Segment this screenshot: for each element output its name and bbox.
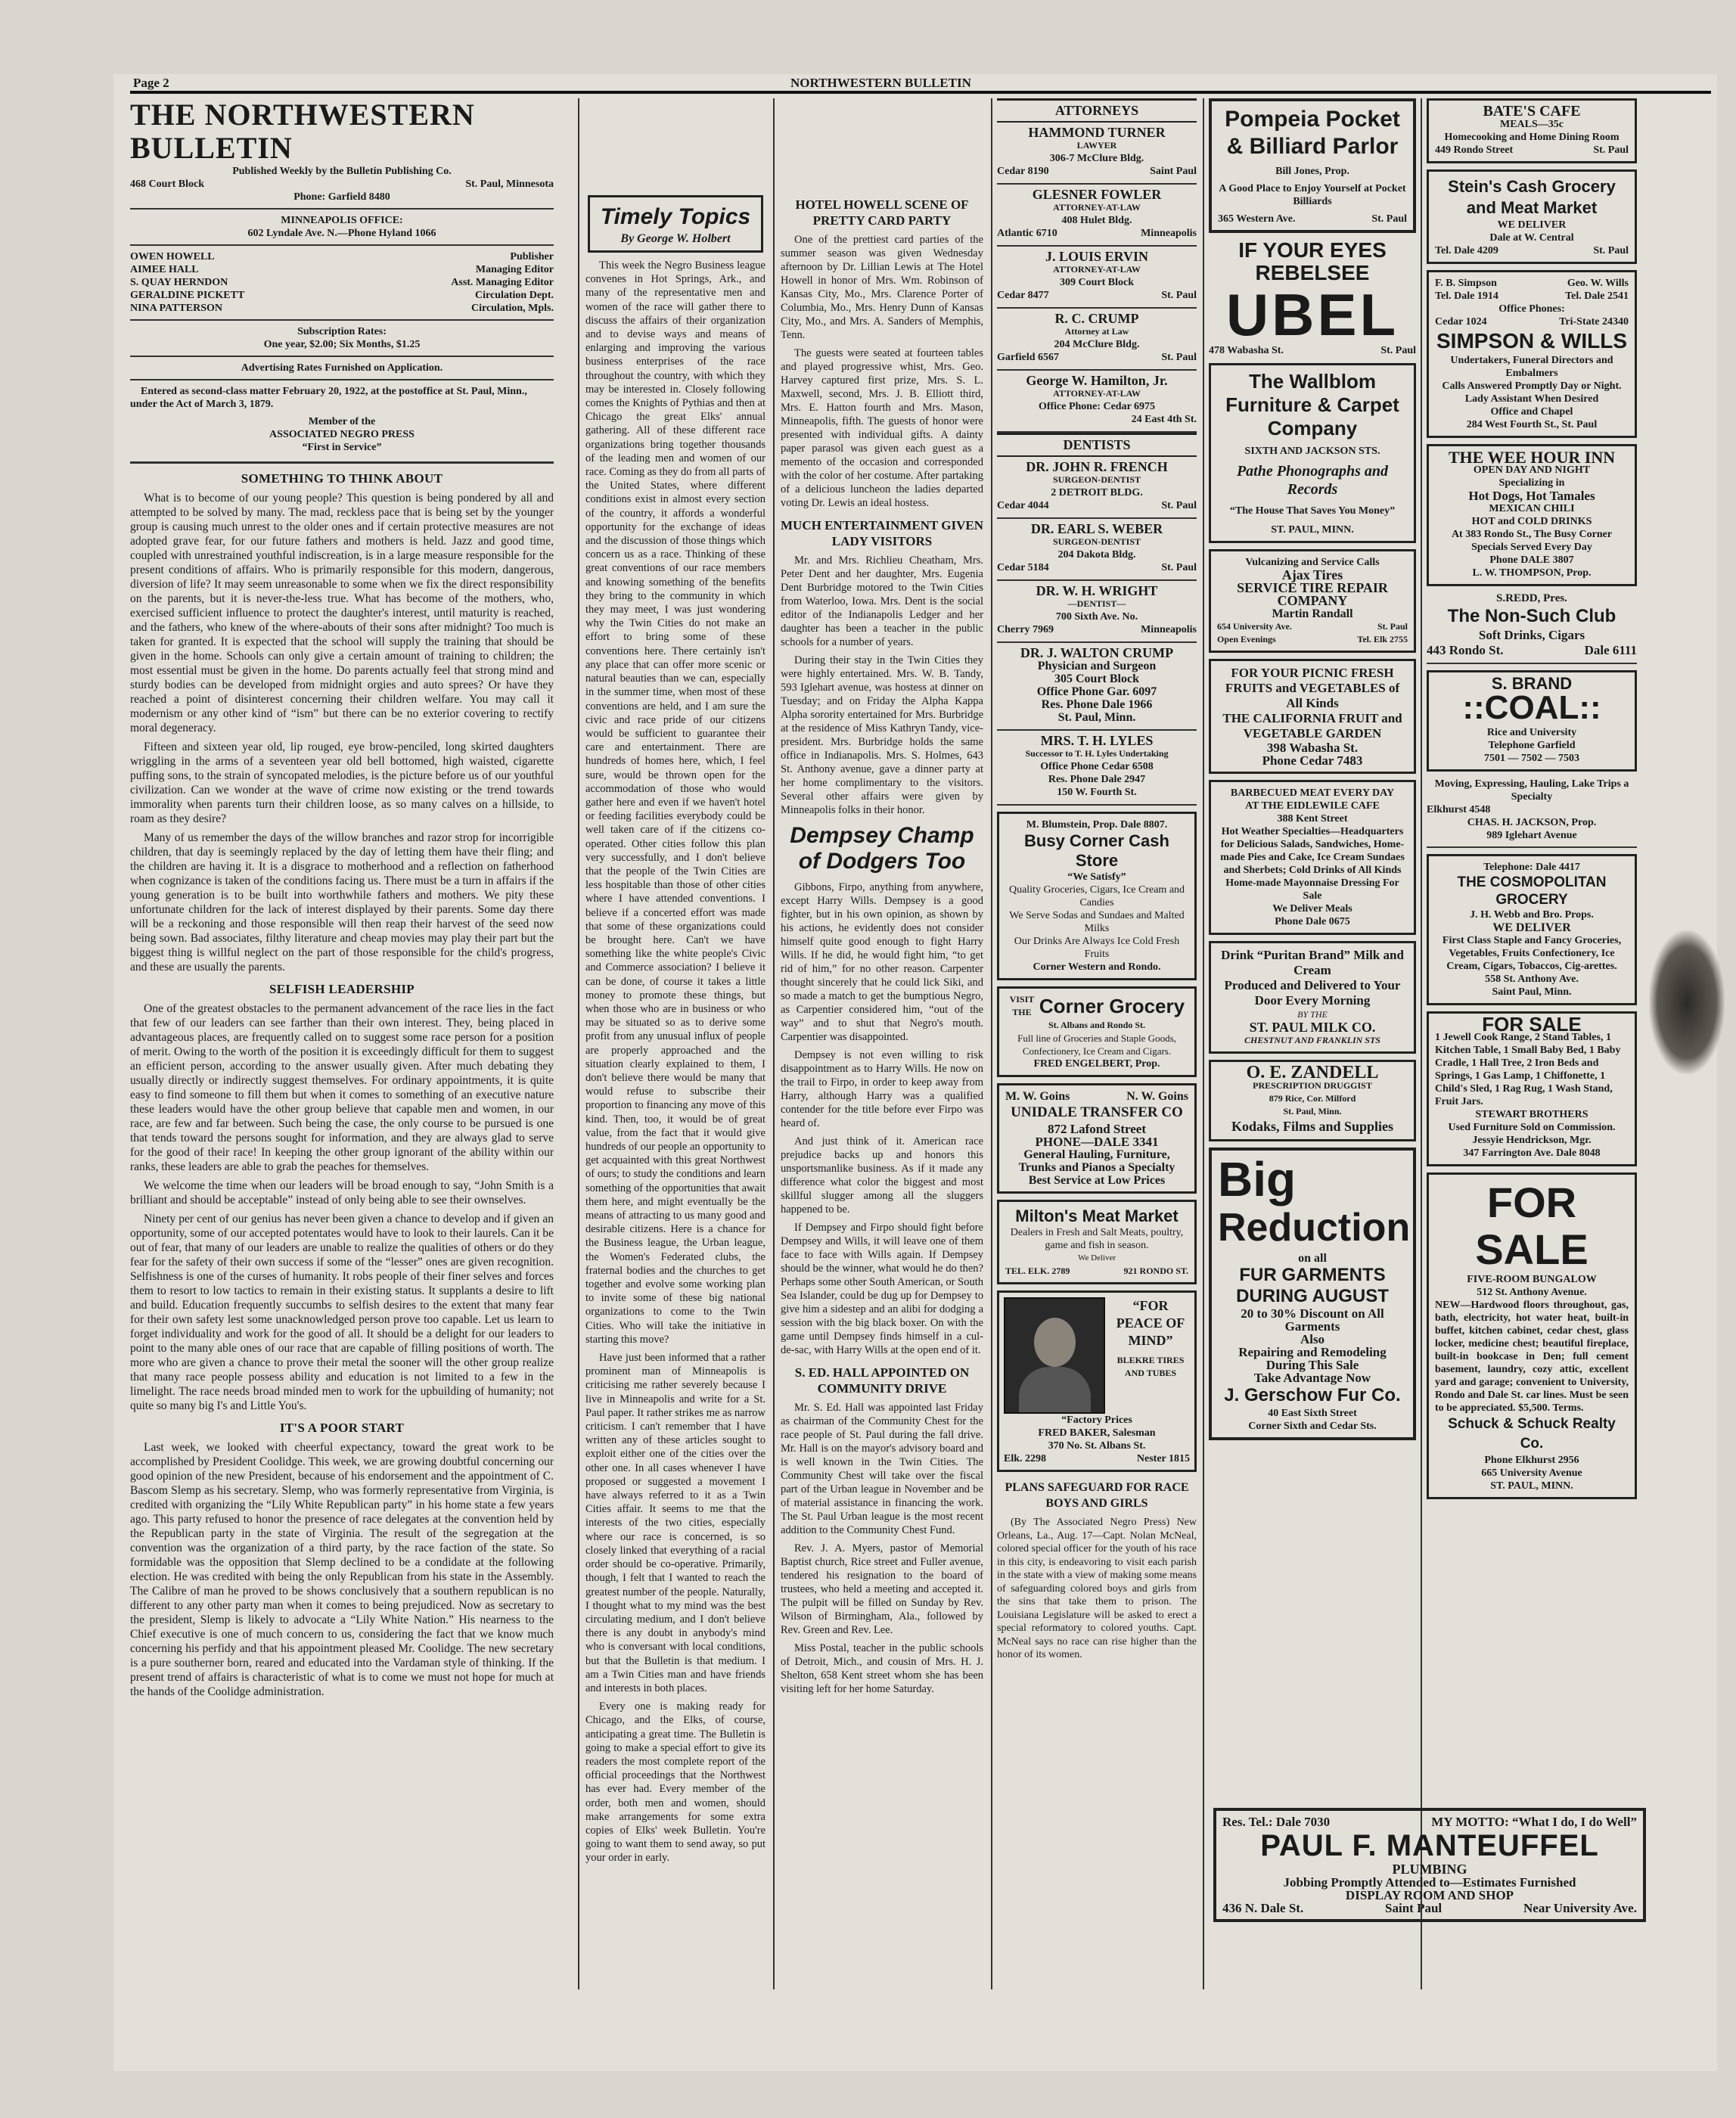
directory-column [997, 98, 1197, 2005]
column-rule [1421, 98, 1422, 1989]
card-city: Saint Paul [1150, 166, 1197, 177]
staff-name: OWEN HOWELL [130, 251, 215, 262]
card-city: St. Paul [1161, 562, 1197, 573]
staff-role: Publisher [510, 251, 554, 262]
editorial-paragraph: Last week, we looked with cheerful expectancy, toward the great work to be accomplished by President Coolidge. This week, we are growing doubtful concerning our good opinion of the new President, because of his endorsement and the appointment of C. Bascom Slemp as his secretary. Slemp, who was formerly representative from Virginia, is credited with organizing the “Lily White Republican party” in his home state a few years ago. This party refused to honor the presence of race delegates at the convention held by the Republican party in the state of Virginia. The result of the segregation at the convention was the organization of a third party, by the race faction of the state. So formidable was the opposition that Slemp declined to be a condidate at the following election. He was credited with being the only Republican from his state in the Assembly. The Calibre of man he proved to be shows conclusively that a southern republican is no different to any other party man when it comes to being prejudiced. Now as secretary to the president, Slemp is likely to advocate a “Lily White Nation.” His nearness to the Chief executive is one of much concern to us, considering the fact that we know much concerning his perfidy and that his appointment pleased Mr. Coolidge. The new secretary is a pure southerner born, reared and educated into the Vardaman style of thinking. If the present trend of affairs is characteristic of what is to come we must not hope for much at the hands of the Coolidge administration. [130, 1441, 554, 1698]
card-name: DR. W. H. WRIGHT [1036, 583, 1158, 598]
card-address: Office Phone: Cedar 6975 [1038, 401, 1156, 412]
wee-hour-inn-ad: THE WEE HOUR INN OPEN DAY AND NIGHT Specializing in Hot Dogs, Hot Tamales MEXICAN CHILI HOT and COLD DRINKS At 383 Rondo St., The Busy Corner Specials Served Every Day Phone DALE 3807 L. W. THOMPSON, Prop. [1427, 444, 1637, 586]
staff-name: AIMEE HALL [130, 264, 199, 275]
gerschow-fur-ad: Big Reduction on all FUR GARMENTS DURING AUGUST 20 to 30% Discount on All Garments Also Repairing and Remodeling During This Sale Take Advantage Now J. Gerschow Fur Co. 40 East Sixth Street Corner Sixth and Cedar Sts. [1209, 1148, 1416, 1440]
staff-list [130, 250, 554, 315]
headline-dempsey: Dempsey Champ of Dodgers Too [790, 823, 974, 874]
headline-lady-visitors: MUCH ENTERTAINMENT GIVEN LADY VISITORS [781, 518, 983, 548]
member-line-3: “First in Service” [302, 442, 382, 453]
card-title: LAWYER [1076, 140, 1117, 151]
california-fruit-ad: FOR YOUR PICNIC FRESH FRUITS and VEGETABLES of All Kinds THE CALIFORNIA FRUIT and VEGETABLE GARDEN 398 Wabasha St. Phone Cedar 7483 [1209, 659, 1416, 774]
editorial-title-1: SOMETHING TO THINK ABOUT [241, 471, 443, 486]
card-name: HAMMOND TURNER [1028, 125, 1166, 140]
non-such-club-ad: S.REDD, Pres. The Non-Such Club Soft Drinks, Cigars 443 Rondo St. Dale 6111 [1427, 592, 1637, 664]
salesman-photo [1004, 1297, 1105, 1414]
card-phone: Cedar 5184 [997, 562, 1049, 573]
news-paragraph: Rev. J. A. Myers, pastor of Memorial Baptist church, Rice street and Fuller avenue, tendered his resignation to the board of trustees, who held a meeting and accepted it. The pulpit will be filled on Sunday by Rev. Wilson of Birmingham, Ala., followed by Rev. Green and Rev. Lee. [781, 1542, 983, 1636]
column-rule [578, 98, 579, 1989]
card-name: DR. EARL S. WEBER [1030, 521, 1163, 536]
timely-topics-title: Timely Topics [600, 204, 751, 229]
coal-ad: S. BRAND ::COAL:: Rice and University Telephone Garfield 7501 — 7502 — 7503 [1427, 670, 1637, 772]
staff-role: Managing Editor [475, 264, 554, 275]
masthead-phone: Phone: Garfield 8480 [293, 191, 390, 203]
column-rule [1203, 98, 1204, 1989]
staff-role: Circulation Dept. [475, 290, 554, 301]
directory-card [997, 309, 1197, 371]
card-phone: Cedar 8190 [997, 166, 1049, 177]
staff-row [130, 250, 554, 263]
editorial-paragraph: Ninety per cent of our genius has never been given a chance to develop and if given an opportunity, some of our accepted potentates would have to look to their laurels. Can it be out of fear, that many of our leaders are unable to realize the qualities of others or do they fear for the safety of their own success if some of the “lesser” ones are given recognition. Selfishness is one of the curses of humanity. It robs people of their finer selves and forces them to resort to low tactics to remain in their existing status. It supplants a desire to lift and build. Education frequently succumbs to selfish desires to the extent that many fear for their own safety lest some unacknowledged person prove too capable. Let us learn to forget individuality and work for the good of all. It should be a delight for our leaders to point to the many able ones of our race that are capable of filling positions of worth. The more who are given a chance to prove their metal the sooner will the other group realize that many race people possess ability and education is not limited to a few in the limelight. The race needs broad minded men to work for the upbuilding of humanity; not quite so many big I's and Little You's. [130, 1213, 554, 1412]
card-phone: Atlantic 6710 [997, 228, 1057, 239]
barbecue-cafe-ad: BARBECUED MEAT EVERY DAY AT THE EIDLEWILE CAFE 388 Kent Street Hot Weather Specialties—Headquarters for Delicious Salads, Sandwiches, Home-made Pies and Cake, Ice Cream Sundaes and Sherbets; Cold Drinks of All Kinds Home-made Mayonnaise Dressing For Sale We Deliver Meals Phone Dale 0675 [1209, 780, 1416, 935]
card-city: St. Paul [1161, 290, 1197, 301]
card-address: 700 Sixth Ave. No. [1055, 611, 1138, 623]
zandell-druggist-ad: O. E. ZANDELL PRESCRIPTION DRUGGIST 879 Rice, Cor. Milford St. Paul, Minn. Kodaks, Films and Supplies [1209, 1060, 1416, 1141]
news-paragraph: Miss Postal, teacher in the public schools of Detroit, Mich., and cousin of Mrs. H. J. Shelton, 658 Kent street whom she has been visiting left for her home Saturday. [781, 1642, 983, 1695]
timely-topics-header [588, 195, 763, 253]
wallblom-furniture-ad: The Wallblom Furniture & Carpet Company SIXTH AND JACKSON STS. Pathe Phonographs and Records “The House That Saves You Money” ST. PAUL, MINN. [1209, 363, 1416, 543]
card-title: —DENTIST— [1067, 598, 1126, 609]
bates-cafe-ad: BATE'S CAFE MEALS—35c Homecooking and Home Dining Room 449 Rondo Street St. Paul [1427, 98, 1637, 163]
simpson-wills-ad: F. B. Simpson Geo. W. Wills Tel. Dale 1914 Tel. Dale 2541 Office Phones: Cedar 1024 Tri-State 24340 SIMPSON & WILLS Undertakers, Funeral Directors and Embalmers Calls Answered Promptly Day or Night. Lady Assistant When Desired Office and Chapel 284 West Fourth St., St. Paul [1427, 270, 1637, 438]
editorial-title-2: SELFISH LEADERSHIP [269, 982, 415, 996]
stein-grocery-ad: Stein's Cash Grocery and Meat Market WE DELIVER Dale at W. Central Tel. Dale 4209 St. Paul [1427, 169, 1637, 264]
card-address: 204 McClure Bldg. [1054, 339, 1140, 350]
news-paragraph: Mr. S. Ed. Hall was appointed last Friday as chairman of the Community Chest for the race people of St. Paul during the fall drive. Mr. Hall is on the mayor's advisory board and is well known in the Twin Cities. The Community Chest will take over the fiscal part of the Urban league in November and be of material assistance in financing the work. The St. Paul Urban league is the most recent addition to the Community Chest Fund. [781, 1402, 983, 1536]
member-line-2: ASSOCIATED NEGRO PRESS [269, 429, 415, 440]
news-paragraph: (By The Associated Negro Press) New Orleans, La., Aug. 17—Capt. Nolan McNeal, colored special officer for the youth of his race in this city, is endeavoring to visit each parish in the state with a view of making some means of safeguarding colored boys and girls from the sins that take them to prison. The Louisiana Legislature will be asked to erect a special reformatory to colored youths. Capt. McNeal says no race can rise higher than the honor of its women. [997, 1517, 1197, 1660]
timely-topics-column [585, 189, 766, 2095]
card-title: ATTORNEY-AT-LAW [1053, 202, 1141, 213]
attorneys-label: ATTORNEYS [997, 98, 1197, 123]
manteuffel-plumbing-ad: Res. Tel.: Dale 7030 MY MOTTO: “What I do, I do Well” PAUL F. MANTEUFFEL PLUMBING Jobbing Promptly Attended to—Estimates Furnished DISPLAY ROOM AND SHOP 436 N. Dale St. Saint Paul Near University Ave. [1213, 1808, 1646, 1922]
card-name: George W. Hamilton, Jr. [1026, 373, 1168, 388]
timely-topics-author: By George W. Holbert [620, 232, 731, 245]
top-rule [130, 91, 1711, 94]
ajax-tires-ad: Vulcanizing and Service Calls Ajax Tires SERVICE TIRE REPAIR COMPANY Martin Randall 654 University Ave. St. Paul Open Evenings Tel. Elk 2755 [1209, 549, 1416, 653]
editorial-paragraph: Many of us remember the days of the willow branches and razor strop for incorrigible children, that day is seemingly replaced by the day of letting them have their fling; and the children are having it. It is a disgrace to motherhood and a reflection on fatherhood when cognizance is taken of the conditions facing us. There must be a turn in affairs if the young generation is to be built into worthwhile fathers and mothers. We pity these unfortunate children for the lack of interest displayed by their parents. Some day there will be a reckoning and those responsible will then reap their harvest of the seed now being sown. Bad associates, filthy literature and cheap movies may play their part but the biggest thing is willful neglect on the part of those responsible for the child's progress, and these are usually the parents. [130, 831, 554, 974]
busy-corner-ad: M. Blumstein, Prop. Dale 8807. Busy Corner Cash Store “We Satisfy” Quality Groceries, Cigars, Ice Cream and Candies We Serve Sodas and Sundaes and Malted Milks Our Drinks Are Always Ice Cold Fresh Fruits Corner Western and Rondo. [997, 812, 1197, 980]
card-name: DR. JOHN R. FRENCH [1026, 459, 1168, 474]
card-city: St. Paul [1161, 500, 1197, 511]
for-sale-bungalow-ad: FOR SALE FIVE-ROOM BUNGALOW 512 St. Anthony Avenue. NEW—Hardwood floors throughout, gas, bath, electricity, hot water heat, built-in buffet, kitchen cabinet, cedar chest, glass locker, medicine chest; beautiful fireplace, built-in bookcase in Den; full cement basement, laundry, cozy attic, excellent yard and garage; convenient to University, Rondo and Dale St. car lines. Must be seen to be appreciated. $5,500. Terms. Schuck & Schuck Realty Co. Phone Elkhurst 2956 665 University Avenue ST. PAUL, MINN. [1427, 1172, 1637, 1499]
card-phone: Garfield 6567 [997, 352, 1060, 363]
directory-card [997, 581, 1197, 643]
news-paragraph: The guests were seated at fourteen tables and played progressive whist, Mrs. Geo. Harvey captured first prize, Mrs. S. L. Maxwell, second, Mrs. J. B. Elliott third, Mrs. E. Hatton fourth and Mrs. Mason, Minneapolis, fifth. The guests of honor were presented with individual gifts. A dainty paper parasol was given each guest as a memento of the occasion and corresponded with the color of her costume. After partaking of a delicious luncheon the ladies departed voting Dr. Lewis an ideal hostess. [781, 347, 983, 509]
card-name: R. C. CRUMP [1054, 311, 1139, 326]
staff-name: S. QUAY HERNDON [130, 277, 228, 288]
headline-card-party: HOTEL HOWELL SCENE OF PRETTY CARD PARTY [795, 197, 969, 228]
card-address: 309 Court Block [1060, 277, 1134, 288]
staff-name: GERALDINE PICKETT [130, 290, 245, 301]
unidale-transfer-ad: M. W. Goins N. W. Goins UNIDALE TRANSFER CO 872 Lafond Street PHONE—DALE 3341 General Hauling, Furniture, Trunks and Pianos a Specialty Best Service at Low Prices [997, 1083, 1197, 1194]
card-phone: Cedar 8477 [997, 290, 1049, 301]
card-phone: Cherry 7969 [997, 624, 1054, 635]
editorial-title-3: IT'S A POOR START [279, 1421, 405, 1435]
staff-row [130, 289, 554, 302]
staff-name: NINA PATTERSON [130, 303, 223, 314]
card-title: SURGEON-DENTIST [1052, 536, 1141, 547]
column-rule [991, 98, 992, 1989]
editorial-paragraph: We welcome the time when our leaders will be broad enough to say, “John Smith is a brilliant and should be acceptable” instead of only being able to see their ownselves. [130, 1179, 554, 1207]
card-title: Attorney at Law [1064, 326, 1129, 337]
directory-card [997, 123, 1197, 185]
directory-card [997, 457, 1197, 519]
news-paragraph: If Dempsey and Firpo should fight before Dempsey and Wills, it will leave one of them face to face with Wills again. If Dempsey should be the winner, what would he do then? Perhaps some other South American, or South Sea Islander, could be dug up for Dempsey to give him a sidestep and an alibi for dodging a session with the big black boxer. On with the game until Dempsey finds himself in a cul-de-sac, with Harry Wills at the open end of it. [781, 1222, 983, 1356]
staff-role: Circulation, Mpls. [470, 303, 554, 314]
card-city: Minneapolis [1141, 228, 1197, 239]
timely-paragraph: Have just been informed that a rather prominent man of Minneapolis is criticising me rather severely because I live in Minneapolis and write for a St. Paul paper. It rather strikes me as narrow criticism. I can't remember that I have written any of these articles sought to exploit either one of the cities over the other one. In all cases whenever I have proposed or suggested a movement I have always referred to it as a Twin Cities affair. It seems to me that the interests of the two cities, especially where our race is concerned, is so closely linked that everything of a racial order should be co-operative. Primarily, though, I felt that I wanted to reach the greatest number of the people. Naturally, I thought what to my mind was the best circulating medium, and I don't believe there is any doubt in anybody's mind who is conversant with local conditions, but that the Bulletin is that medium. I am a Twin Cities man and have friends and interests in both places. [585, 1352, 766, 1694]
news-paragraph: Dempsey is not even willing to risk disappointment as to Harry Wills. He now on the trail to Firpo, in order to keep away from Harry, although Harry was a qualified contender for the title before ever Firpo was heard of. [781, 1049, 983, 1129]
crump-card: DR. J. WALTON CRUMP Physician and Surgeon 305 Court Block Office Phone Gar. 6097 Res. Phone Dale 1966 St. Paul, Minn. [997, 643, 1197, 731]
ads-column-a [1209, 98, 1416, 1785]
page-stain [1649, 930, 1725, 1074]
dentists-list [997, 457, 1197, 643]
card-address: 306-7 McClure Bldg. [1049, 153, 1144, 164]
timely-paragraph: Every one is making ready for Chicago, and the Elks, of course, anticipating a great time. The Bulletin is going to make a special effort to give its readers the most complete report of the official proceedings that the Northwest has ever had. Every member of the order, both men and women, should make arrangements for some extra copies of Elks' week Bulletin. You're going to want them to send away, so put your order in early. [585, 1700, 766, 1865]
editorial-paragraph: One of the greatest obstacles to the permanent advancement of the race lies in the fact that few of our leaders can see farther than their own interest. They, being placed in advantageous places, are frequently called on to suggest some race person for a position of merit. Owing to the worth of the position it is exceedingly difficult for them to suggest an efficient person, according to the answer usually given. After much debating they usually directly or indirectly suggest themselves. For ordinary appointments, it is quite easy to find someone to fill them but when it comes to something of an executive nature these leaders would have the other group believe that capable men and women, in our race, are few and far between. Such being the case, the only course to be pursued is one that tends toward the persons sought for information, and they are always glad to serve for the good of their race! In keeping the other group ignorant of the ability within our ranks, these leaders are able to grab the peaches for themselves. [130, 1002, 554, 1173]
staff-row [130, 263, 554, 276]
news-paragraph: And just think of it. American race prejudice backs up and honors this unsportsmanlike business. As if it made any difference what color the biggest and most skillful slugger among all the sluggers happened to be. [781, 1135, 983, 1216]
card-title: ATTORNEY-AT-LAW [1053, 388, 1141, 399]
pompeia-billiard-ad: Pompeia Pocket & Billiard Parlor Bill Jones, Prop. A Good Place to Enjoy Yourself at Pocket Billiards 365 Western Ave. St. Paul [1209, 98, 1416, 233]
subscription-label: Subscription Rates: [297, 326, 387, 337]
masthead-title: THE NORTHWESTERN BULLETIN [130, 98, 475, 165]
mpls-office-label: MINNEAPOLIS OFFICE: [281, 215, 403, 226]
peace-of-mind-ad: “FOR PEACE OF MIND” BLEKRE TIRES AND TUBES “Factory Prices FRED BAKER, Salesman 370 No. St. Albans St. Elk. 2298 Nester 1815 [997, 1290, 1197, 1472]
masthead-address: 468 Court Block [130, 179, 204, 190]
directory-card [997, 519, 1197, 581]
entered-note: Entered as second-class matter February 20, 1922, at the postoffice at St. Paul, Minn., under the Act of March 3, 1879. [130, 386, 527, 410]
directory-card [997, 247, 1197, 309]
milton-meat-ad: Milton's Meat Market Dealers in Fresh and Salt Meats, poultry, game and fish in season. We Deliver TEL. ELK. 2789 921 RONDO ST. [997, 1200, 1197, 1284]
news-paragraph: One of the prettiest card parties of the summer season was given Wednesday afternoon by Dr. Lillian Lewis at The Hotel Howell in honor of Mrs. Wm. Robinson of Kansas City, Mo., Mrs. Clarence Porter of Columbia, Mo., Mrs. Henry Dunn of Kansas City, Mo., and Mrs. A. Sanders of Memphis, Tenn. [781, 234, 983, 341]
subscription-rates: One year, $2.00; Six Months, $1.25 [263, 339, 421, 350]
advertising-note: Advertising Rates Furnished on Application. [241, 362, 443, 374]
masthead-city: St. Paul, Minnesota [465, 179, 554, 190]
running-head: NORTHWESTERN BULLETIN [790, 76, 971, 90]
card-city: 24 East 4th St. [1131, 414, 1197, 425]
card-address: 204 Dakota Bldg. [1057, 549, 1136, 561]
card-phone: Cedar 4044 [997, 500, 1049, 511]
card-name: GLESNER FOWLER [1032, 187, 1162, 202]
editorial-paragraph: Fifteen and sixteen year old, lip rouged, eye brow-penciled, long skirted daughters wriggling in the arms of a seventeen year old bell bottomed, high waisted, cigarette puffing sons, to the strain of syncopated melodies, is the picture before us of our youthful civilization. Can we wonder at the wave of crime now existing or the trend towards immorality when parents turn their children loose, as so many calves on a hillside, to roam as they desire? [130, 741, 554, 825]
ubel-ad: IF YOUR EYES REBELSEE UBEL 478 Wabasha St. St. Paul [1209, 238, 1416, 356]
card-title: ATTORNEY-AT-LAW [1053, 264, 1141, 275]
headline-plans-safeguard: PLANS SAFEGUARD FOR RACE BOYS AND GIRLS [1005, 1481, 1189, 1510]
masthead-publisher: Published Weekly by the Bulletin Publishing Co. [232, 166, 452, 177]
dentists-label: DENTISTS [997, 433, 1197, 457]
st-paul-milk-ad: Drink “Puritan Brand” Milk and Cream Produced and Delivered to Your Door Every Morning BY THE ST. PAUL MILK CO. CHESTNUT AND FRANKLIN STS [1209, 941, 1416, 1054]
corner-grocery-ad: VISIT THE Corner Grocery St. Albans and Rondo St. Full line of Groceries and Staple Goods, Confectionery, Ice Cream and Cigars. FRED ENGELBERT, Prop. [997, 986, 1197, 1077]
ads-column-b [1427, 98, 1637, 1785]
cosmopolitan-grocery-ad: Telephone: Dale 4417 THE COSMOPOLITAN GROCERY J. H. Webb and Bro. Props. WE DELIVER First Class Staple and Fancy Groceries, Vegetables, Fruits Confectionery, Ice Cream, Cigars, Tobaccos, Cig-arettes. 558 St. Anthony Ave. Saint Paul, Minn. [1427, 854, 1637, 1005]
moving-ad: Moving, Expressing, Hauling, Lake Trips a Specialty Elkhurst 4548 CHAS. H. JACKSON, Prop. 989 Iglehart Avenue [1427, 778, 1637, 848]
lyles-card: MRS. T. H. LYLES Successor to T. H. Lyles Undertaking Office Phone Cedar 6508 Res. Phone Dale 2947 150 W. Fourth St. [997, 731, 1197, 806]
editorial-column [130, 98, 554, 2005]
headline-hall-appointed: S. ED. HALL APPOINTED ON COMMUNITY DRIVE [794, 1365, 970, 1396]
column-rule [773, 98, 775, 1989]
staff-row [130, 302, 554, 315]
directory-card [997, 185, 1197, 247]
staff-role: Asst. Managing Editor [451, 277, 554, 288]
card-city: Minneapolis [1141, 624, 1197, 635]
for-sale-furniture-ad: FOR SALE 1 Jewell Cook Range, 2 Stand Tables, 1 Kitchen Table, 1 Small Baby Bed, 1 Baby Cradle, 1 Hall Tree, 2 Iron Beds and Springs, 1 Gas Lamp, 1 Chiffonette, 1 Child's Sled, 1 Rag Rug, 1 Wash Stand, Fruit Jars. STEWART BROTHERS Used Furniture Sold on Commission. Jessyie Hendrickson, Mgr. 347 Farrington Ave. Dale 8048 [1427, 1011, 1637, 1166]
card-city: St. Paul [1161, 352, 1197, 363]
staff-row [130, 276, 554, 289]
page-number: Page 2 [133, 76, 169, 90]
directory-card [997, 371, 1197, 433]
mpls-office: 602 Lyndale Ave. N.—Phone Hyland 1066 [247, 228, 436, 239]
attorneys-list [997, 123, 1197, 433]
member-line-1: Member of the [308, 416, 376, 427]
editorial-paragraph: What is to become of our young people? This question is being pondered by all and attempted to be solved by many. The mad, reckless pace that is being set by the younger group is causing much unrest to the older ones and if certain protective measures are not adopted grave fear, for our future fathers and mothers is held. Jazz and good time, coupled with unrestrained youthful indiscreation, is in a large measure responsible for the present conditions of affairs. Who is primarily responsible for this modern, dangerous, diversion of life? It may seem unreasonable to some when we fix the direct responsibility on the parents, but it is never-the-less true. What has become of the mothers, who, exercised sufficient influence to protect the daughter's interest, until maturity is reached, and the fathers, who knew of the where-abouts of their sons after midnight? Too much is taken for granted. It is expected that the school will supply the training that should be given in the home. Schools can only give a certain amount of training to children; the most essential must be given in the home. Do parents actually feel that strong mind and sturdy bodies can be developed from midnight orgies and auto sprees? Or have they reached a point of disinterest concerning their children welfare. You may call it modernism or any other kind of “ism” but there can be no exterior covering to rectify moral degeneracy. [130, 492, 554, 734]
card-title: SURGEON-DENTIST [1052, 474, 1141, 485]
news-paragraph: Mr. and Mrs. Richlieu Cheatham, Mrs. Peter Dent and her daughter, Mrs. Eugenia Dent Burbridge motored to the Twin Cities from Waterloo, Iowa. Mrs. Dent is the social editor of the Indianapolis Ledger and her daughter has been a teacher in the public schools for a number of years. [781, 554, 983, 648]
news-paragraph: Gibbons, Firpo, anything from anywhere, except Harry Wills. Dempsey is a good fighter, but in his own opinion, as shown by his actions, he evidently does not consider himself quite good enough to fight Harry Wills. If he did, he would fight him, “to get rid of him,” for no other reason. Carpenter thought sincerely that he could lick Siki, and so made a match to get the bumptious Negro, as Carpentier considered him, “out of the way” and to shut that Negro's mouth. Carpentier was disappointed. [781, 881, 983, 1043]
news-paragraph: During their stay in the Twin Cities they were highly entertained. Mrs. W. B. Tandy, 593 Iglehart avenue, was hostess at dinner on Tuesday; and on Friday the Alpha Kappa Alpha sorority entertained for Mrs. Burbridge at the residence of Miss Kathryn Tandy, vice-president. Mrs. Burbridge holds the same office in Indianapolis. Mrs. S. Holmes, 643 St. Anthony avenue, gave a dinner party at her home complimentary to the visitors. Several other affairs were given by Minneapolis folks in their honor. [781, 654, 983, 816]
timely-paragraph: This week the Negro Business league convenes in Hot Springs, Ark., and many of the representative men and women of the race will gather there to discuss the affairs of their organization and to devise ways and means of enlarging and improving the various business enterprises of the race throughout the country, with which they may be interested in. Closely following comes the Knights of Pythias and then at Chicago the great Elks' annual gathering. All of these different race organizations bring together thousands of the leading men and women of our race. Coming as they do from all parts of the United States, where different conditions exist in almost every section of the country, it affords a wonderful opportunity for the exchange of ideas and the discussion of those things which concern us as a race. Thinking of these great conventions of our race members and knowing something of the benefits they bring to the community in which they may meet, I was just wondering why the Twin Cities do not make an effort to bring some of these conventions here. There certainly isn't any place that can offer more scenic or natural beauties than we can, especially in the summer time, when most of these conventions are held, and I am sure the civic and race pride of our citizens would be sufficient to guarantee their care and entertainment. There are hundreds of homes here, which, I feel sure, would be thrown open for the accommodation of those who would gather here and even if we haven't hotel or feeding facilities everybody could be well taken care of if the citizens co-operated. Other cities follow this plan very successfully, and I don't believe that the people of the Twin Cities are less hospitable than those of other cities where I have attended conventions. I believe if a concerted effort was made that some of these organizations could be brought here. Can't we have something like the white people's Civic and Commerce association? I believe it can be done, of course it takes a little money to promote these things, but when those who are in business or who may be situated so as to derive some profit from any unusual influx of people are properly approached and the situation clearly explained to them, I don't believe there would be many that would refuse to subscribe their proportion to financing any move of this kind. Then, too, it would be of great value, from the fact that it would give hundreds of our people an opportunity to get acquainted with this great Northwest of ours; to study the conditions and learn something of the opportunities that await them here, and might eventually be the means of attracting to us many good and desirable citizens. Here is a chance for the Business league, the Urban league, the Women's Federated clubs, the fraternal bodies and the churches to get together and evolve some working plan to invite some of these big national organizations to come to the Twin Cities. Who will take the initiative in starting this move? [585, 259, 766, 1346]
card-address: 2 DETROIT BLDG. [1051, 487, 1143, 498]
card-name: J. LOUIS ERVIN [1045, 249, 1148, 264]
news-column [781, 189, 983, 2080]
card-address: 408 Hulet Bldg. [1061, 215, 1132, 226]
